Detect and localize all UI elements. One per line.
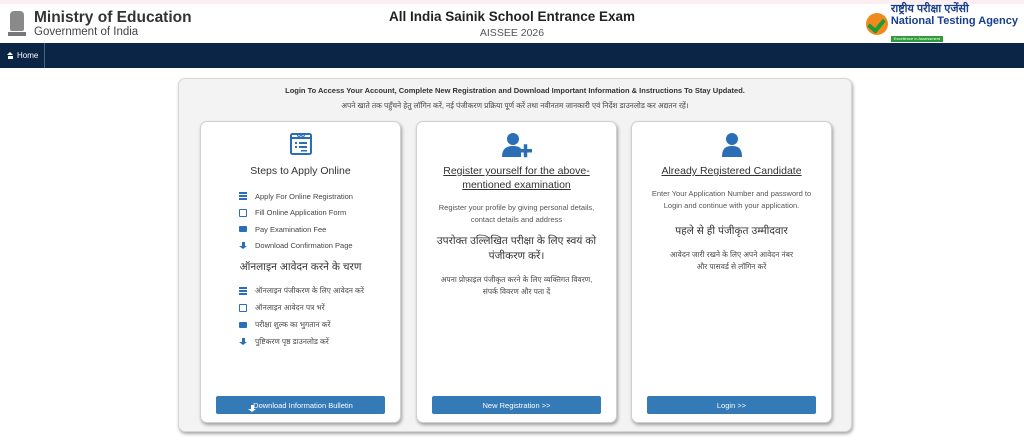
credit-card-icon [239, 226, 247, 232]
intro-english: Login To Access Your Account, Complete New Registration and Download Important Information & Instructions To Stay Updated. [285, 86, 745, 95]
login-description-hindi: आवेदन जारी रखने के लिए अपने आवेदन नंबर और पासवर्ड से लॉगिन करें [669, 250, 794, 271]
main-navbar [0, 43, 1024, 68]
login-title-hindi: पहले से ही पंजीकृत उम्मीदवार [675, 225, 788, 237]
agency-hindi-name: राष्ट्रीय परीक्षा एजेंसी [890, 2, 969, 15]
nta-checkmark-icon [866, 13, 888, 35]
login-button[interactable]: Login >> [647, 396, 816, 414]
login-card [631, 121, 832, 423]
login-title-link[interactable]: Already Registered Candidate [661, 165, 802, 177]
national-emblem-icon [6, 7, 28, 41]
list-icon [239, 192, 247, 200]
nav-home-link[interactable] [0, 43, 45, 68]
step-item-hindi: परीक्षा शुल्क का भुगतान करें [239, 316, 400, 333]
login-description: Enter Your Application Number and password to Login and continue with your application. [651, 189, 812, 210]
steps-list-hindi [239, 282, 400, 350]
credit-card-icon [239, 322, 247, 328]
edit-icon [239, 209, 247, 217]
steps-title-hindi: ऑनलाइन आवेदन करने के चरण [239, 261, 362, 273]
step-item-hindi: पुष्टिकरण पृष्ठ डाउनलोड करें [239, 333, 400, 350]
step-item: Fill Online Application Form [239, 205, 400, 222]
ministry-title: Ministry of Education [34, 8, 192, 26]
user-icon [632, 132, 831, 158]
list-icon [239, 287, 247, 295]
register-card [416, 121, 617, 423]
steps-card [200, 121, 401, 423]
register-title-link[interactable]: Register yourself for the above-mentioned examination [443, 165, 590, 191]
application-form-icon [201, 132, 400, 158]
step-item: Download Confirmation Page [239, 238, 400, 255]
step-item-hindi: ऑनलाइन आवेदन पत्र भरें [239, 299, 400, 316]
exam-title: All India Sainik School Entrance Exam [388, 9, 636, 24]
step-item-hindi: ऑनलाइन पंजीकरण के लिए आवेदन करें [239, 282, 400, 299]
steps-list-english [239, 188, 400, 254]
steps-title: Steps to Apply Online [250, 165, 351, 177]
step-item: Pay Examination Fee [239, 221, 400, 238]
step-item: Apply For Online Registration [239, 188, 400, 205]
exam-subtitle: AISSEE 2026 [479, 27, 545, 39]
nav-home-label: Home [17, 51, 39, 60]
intro-hindi: अपने खाते तक पहुँचने हेतु लॉगिन करें, नई पंजीकरण प्रक्रिया पूर्ण करें तथा नवीनतम जानकारी एवं निर्देश डाउनलोड कर अद्यतन रहें। [341, 101, 689, 110]
user-plus-icon [417, 132, 616, 158]
download-icon [239, 242, 247, 250]
register-description-hindi: अपना प्रोफ़ाइल पंजीकृत करने के लिए व्यक्तिगत विवरण, संपर्क विवरण और पता दें [440, 275, 593, 296]
register-description: Register your profile by giving personal details, contact details and address [438, 203, 595, 224]
agency-english-name: National Testing Agency [890, 14, 1018, 27]
download-icon [239, 338, 247, 346]
new-registration-button[interactable]: New Registration >> [432, 396, 601, 414]
register-title-hindi: उपरोक्त उल्लिखित परीक्षा के लिए स्वयं को पंजीकरण करें। [436, 235, 597, 262]
download-bulletin-button[interactable]: Download Information Bulletin [216, 396, 385, 414]
nta-logo[interactable] [866, 3, 1018, 45]
site-header [0, 4, 1024, 43]
edit-icon [239, 304, 247, 312]
agency-tagline: Excellence in Assessment [891, 36, 943, 42]
login-panel [178, 78, 852, 432]
intro-text [179, 79, 851, 113]
ministry-brand[interactable] [6, 7, 192, 41]
ministry-subtitle: Government of India [34, 25, 139, 38]
home-icon [7, 52, 14, 59]
